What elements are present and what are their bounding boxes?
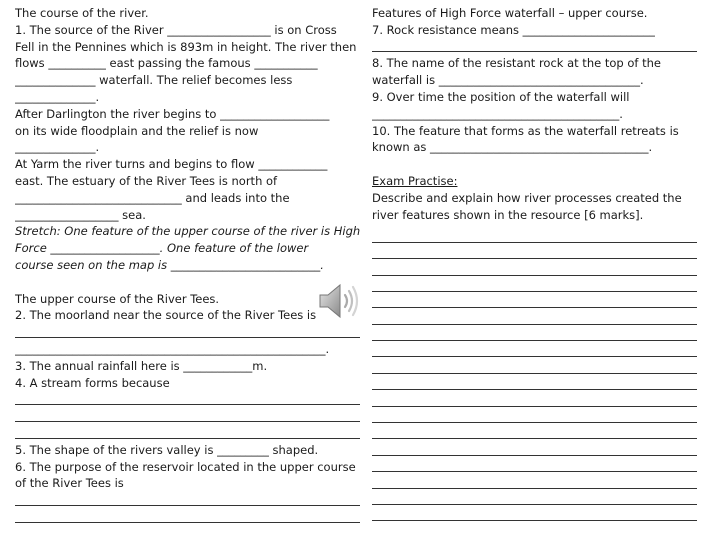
question-2-answer-end: ______________________________________________________.	[15, 341, 330, 356]
answer-line	[372, 295, 697, 311]
answer-line	[372, 508, 697, 524]
answer-line	[372, 360, 697, 376]
yarm-line: east. The estuary of the River Tees is north of	[15, 173, 278, 188]
answer-line	[15, 324, 360, 341]
answer-line	[372, 344, 697, 360]
answer-line	[15, 425, 360, 442]
answer-line	[372, 229, 697, 245]
yarm-line: __________________ sea.	[15, 207, 146, 222]
answer-line	[372, 492, 697, 508]
darlington-line: on its wide floodplain and the relief is now	[15, 123, 259, 138]
question-4: 4. A stream forms because	[15, 375, 170, 390]
right-column	[372, 5, 697, 524]
question-10-line: known as ______________________________________.	[372, 140, 653, 155]
question-9-answer-end: ___________________________________________.	[372, 106, 623, 121]
yarm-line: At Yarm the river turns and begins to flow ____________	[15, 157, 328, 172]
speaker-icon[interactable]	[316, 278, 364, 324]
question-1-line: 1. The source of the River __________________ is on Cross	[15, 22, 337, 37]
question-6-line: of the River Tees is	[15, 476, 124, 491]
answer-line	[15, 391, 360, 408]
question-1-line: ______________.	[15, 89, 100, 104]
darlington-line: After Darlington the river begins to ___________________	[15, 106, 330, 121]
exam-practise-heading: Exam Practise:	[372, 173, 458, 188]
section-heading-high-force: Features of High Force waterfall – upper course.	[372, 6, 648, 20]
section-heading-course: The course of the river.	[15, 6, 149, 20]
answer-line	[372, 426, 697, 442]
answer-line	[372, 475, 697, 491]
exam-answer-lines	[372, 229, 697, 524]
stretch-line: course seen on the map is __________________________.	[15, 257, 324, 272]
question-6-line: 6. The purpose of the reservoir located in the upper course	[15, 459, 356, 474]
answer-line	[15, 509, 360, 526]
question-5: 5. The shape of the rivers valley is _________ shaped.	[15, 442, 319, 457]
section-heading-upper-course: The upper course of the River Tees.	[15, 291, 220, 306]
exam-question-line: river features shown in the resource [6 marks].	[372, 207, 644, 222]
answer-line	[372, 262, 697, 278]
darlington-line: ______________.	[15, 140, 100, 155]
question-1-line: flows __________ east passing the famous ___________	[15, 56, 318, 71]
stretch-line: Stretch: One feature of the upper course of the river is High	[15, 224, 360, 239]
left-column	[15, 5, 360, 526]
answer-line	[372, 39, 697, 56]
question-10-line: 10. The feature that forms as the waterfall retreats is	[372, 123, 679, 138]
answer-line	[15, 408, 360, 425]
question-7: 7. Rock resistance means _______________________	[372, 22, 655, 37]
answer-line	[372, 393, 697, 409]
question-1-line: ______________ waterfall. The relief becomes less	[15, 73, 293, 88]
answer-line	[372, 377, 697, 393]
question-3: 3. The annual rainfall here is ____________m.	[15, 358, 268, 373]
exam-question-line: Describe and explain how river processes created the	[372, 190, 682, 205]
question-8-line: waterfall is ___________________________________.	[372, 73, 644, 88]
answer-line	[372, 410, 697, 426]
answer-line	[15, 492, 360, 509]
answer-line	[372, 442, 697, 458]
yarm-line: _____________________________ and leads into the	[15, 190, 290, 205]
answer-line	[372, 311, 697, 327]
question-1-line: Fell in the Pennines which is 893m in height. The river then	[15, 39, 357, 54]
answer-line	[372, 328, 697, 344]
answer-line	[372, 459, 697, 475]
stretch-line: Force ___________________. One feature of the lower	[15, 241, 309, 256]
answer-line	[372, 279, 697, 295]
question-8-line: 8. The name of the resistant rock at the top of the	[372, 56, 661, 71]
answer-line	[372, 246, 697, 262]
question-9: 9. Over time the position of the waterfall will	[372, 89, 630, 104]
question-2: 2. The moorland near the source of the River Tees is	[15, 308, 317, 323]
